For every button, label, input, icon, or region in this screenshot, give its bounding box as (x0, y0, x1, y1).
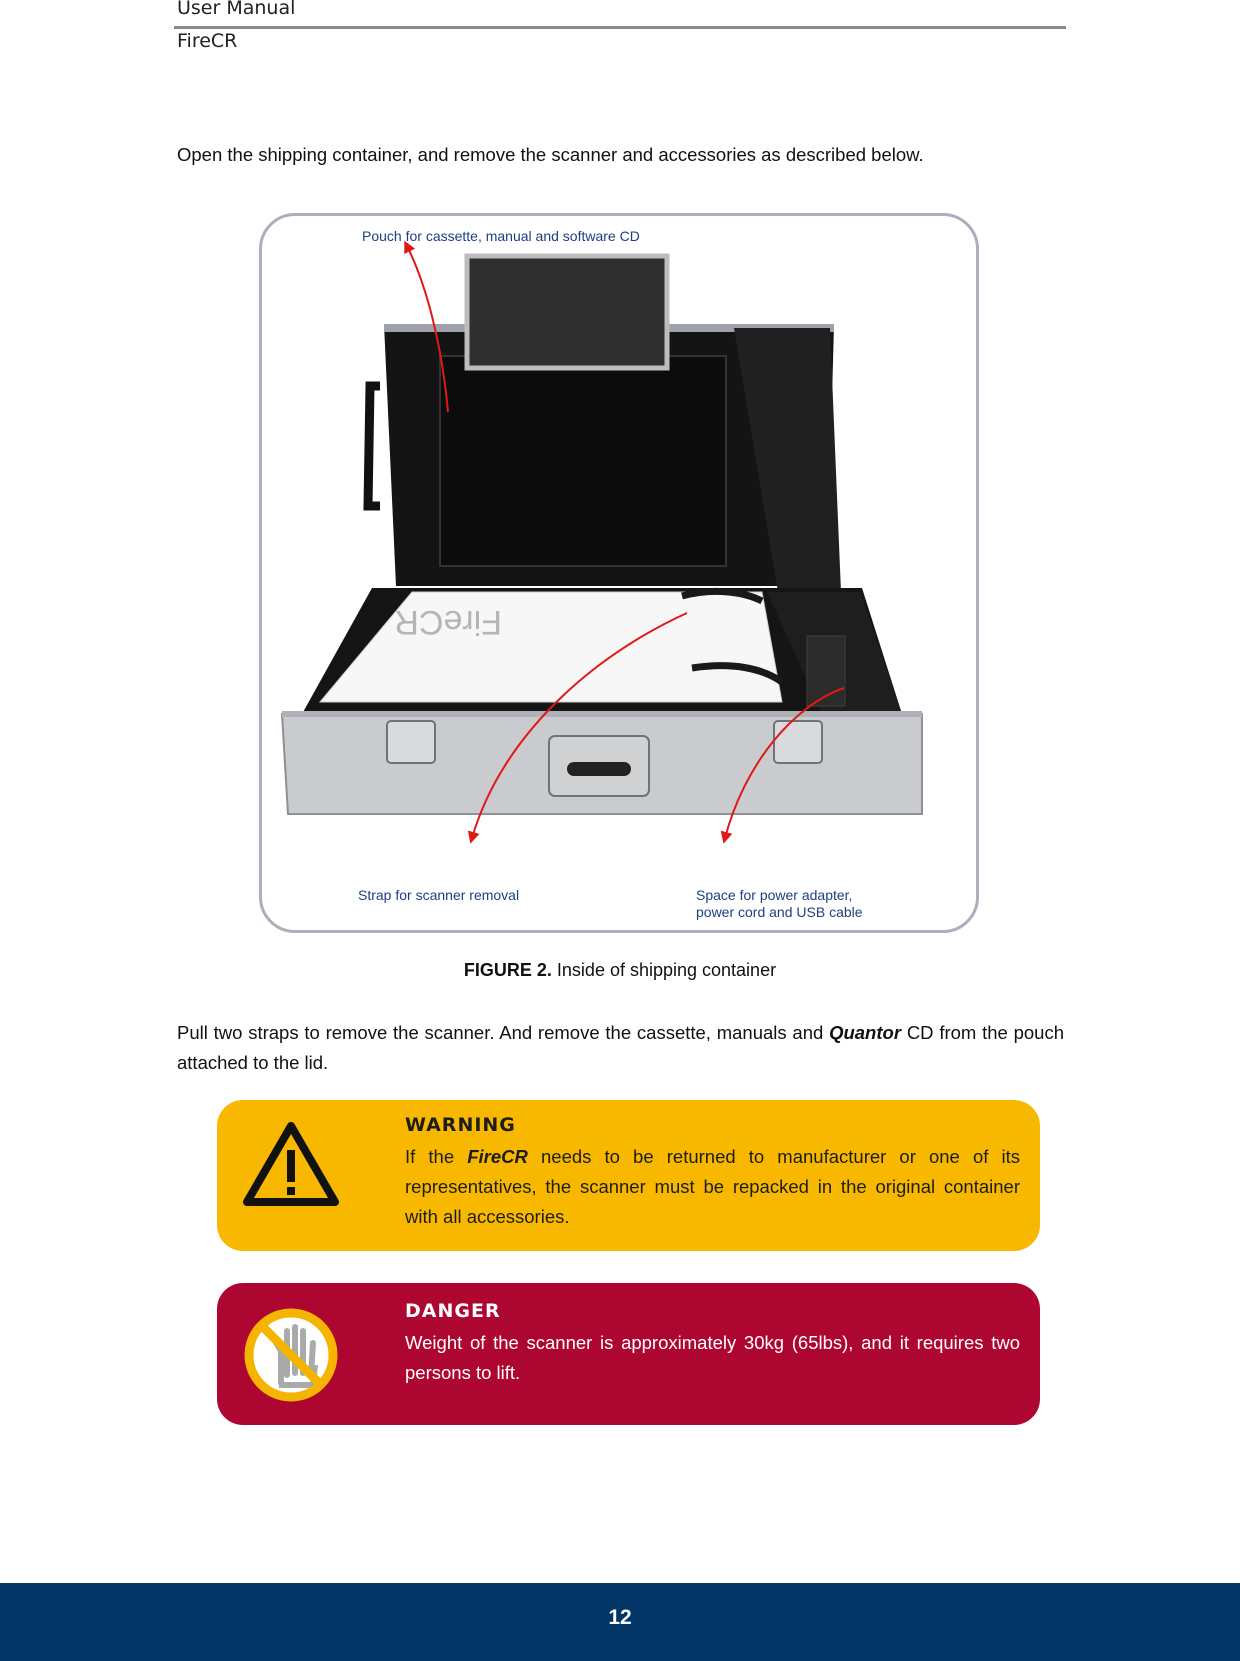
header-product-name: FireCR (177, 30, 238, 52)
intro-paragraph: Open the shipping container, and remove the scanner and accessories as described below. (177, 144, 924, 165)
shipping-container-illustration (262, 216, 976, 930)
header-doc-type: User Manual (177, 0, 296, 19)
danger-box (217, 1283, 1040, 1425)
callout-strap: Strap for scanner removal (358, 887, 520, 903)
callout-space-line2: power cord and USB cable (696, 904, 863, 920)
latch-left (387, 721, 435, 763)
side-handle (368, 386, 380, 506)
warning-text-after: needs to be returned to manufacturer or one of its representatives, the scanner must be repacked in the original container with all accessories. (405, 1146, 1021, 1227)
warning-text-before: If the (405, 1146, 468, 1167)
callout-space-line1: Space for power adapter, (696, 887, 853, 903)
warning-emphasis: FireCR (467, 1146, 528, 1167)
figure-caption (0, 960, 1240, 981)
page-number: 12 (608, 1606, 632, 1629)
callout-pouch: Pouch for cassette, manual and software CD (362, 228, 640, 244)
header-rule (174, 26, 1066, 29)
caption-label: FIGURE 2. (463, 960, 552, 980)
lid-pouch (440, 356, 726, 566)
front-handle-grip (567, 762, 631, 776)
no-hand-icon (241, 1305, 341, 1405)
caption-text: Inside of shipping container (551, 960, 777, 980)
warning-title: WARNING (405, 1114, 516, 1136)
latch-right (774, 721, 822, 763)
danger-title: DANGER (405, 1300, 501, 1322)
danger-text: Weight of the scanner is approximately 30kg (65lbs), and it requires two persons to lift. (405, 1332, 1020, 1383)
instruction-paragraph (177, 1018, 1064, 1078)
cassette (467, 256, 667, 368)
callout-space (696, 887, 863, 921)
figure-shipping-container (259, 213, 979, 933)
scanner-lid-label: FireCR (394, 603, 502, 641)
warning-text (405, 1142, 1020, 1232)
warning-triangle-icon (241, 1120, 341, 1210)
paragraph-emphasis: Quantor (829, 1022, 902, 1043)
warning-box (217, 1100, 1040, 1251)
paragraph-part2: CD from the pouch attached to the lid. (177, 1022, 1065, 1073)
paragraph-part1: Pull two straps to remove the scanner. And remove the cassette, manuals and (177, 1022, 830, 1043)
